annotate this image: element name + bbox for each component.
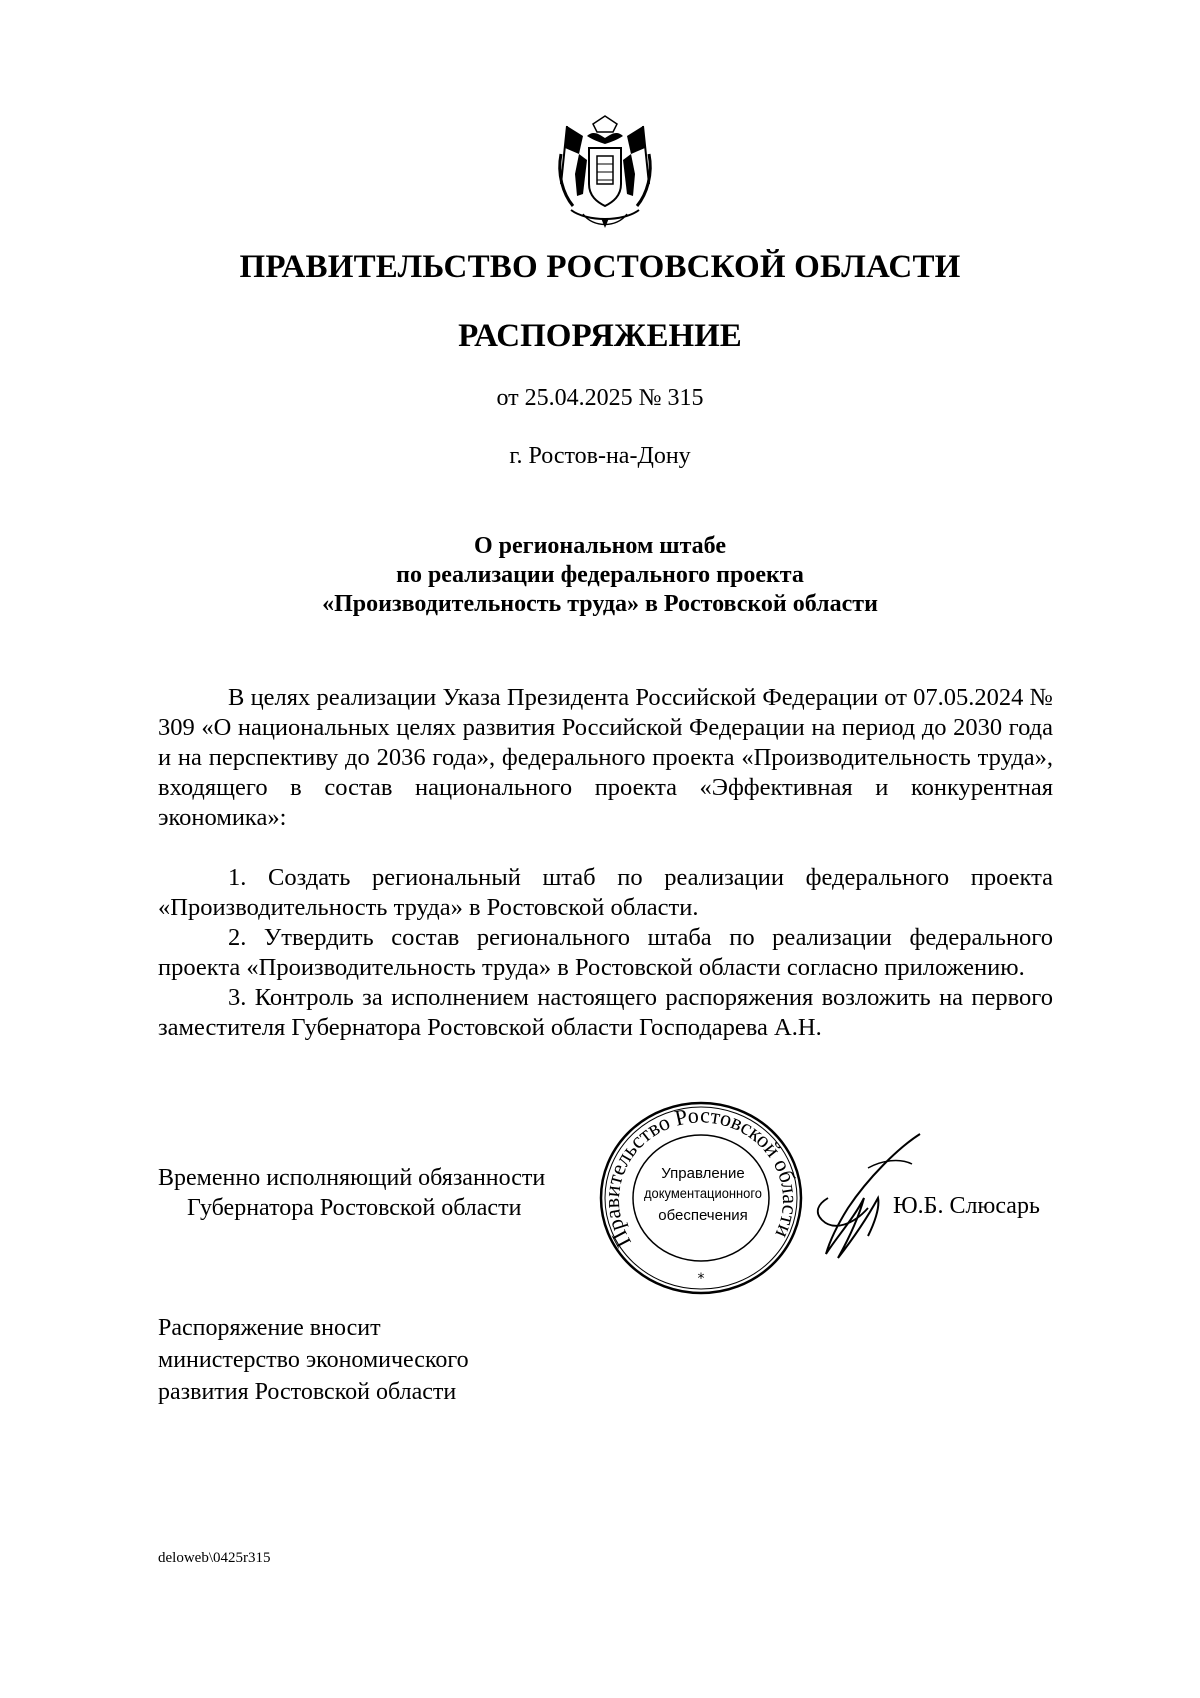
stamp-center-text: Управление [661,1165,745,1182]
document-city: г. Ростов-на-Дону [509,443,691,469]
order-item: 3. Контроль за исполнением настоящего распоряжения возложить на первого заместителя Губернатора Ростовской области Господарева А.Н. [158,984,1053,1041]
footer-file-code: deloweb\0425r315 [158,1550,271,1566]
stamp-ring-text: Правительство Ростовской области [598,1102,804,1252]
order-item: 2. Утвердить состав регионального штаба по реализации федерального проекта «Производительность труда» в Ростовской области согласно приложению. [158,924,1053,981]
title-line: по реализации федерального проекта [396,562,804,588]
signatory-position-line: Губернатора Ростовской области [187,1195,522,1221]
order-items [158,863,1053,1043]
submitter-note [158,1312,469,1408]
submitter-line: министерство экономического [158,1347,469,1373]
submitter-line: Распоряжение вносит [158,1315,381,1341]
stamp-center-text: документационного [644,1185,763,1201]
preamble-section [158,683,1053,833]
title-line: О региональном штабе [474,533,726,559]
organization-name: ПРАВИТЕЛЬСТВО РОСТОВСКОЙ ОБЛАСТИ [239,249,961,285]
order-item: 1. Создать региональный штаб по реализации федерального проекта «Производительность труда» в Ростовской области. [158,864,1053,921]
signatory-position [158,1163,545,1223]
stamp-center-text: обеспечения [658,1207,748,1224]
document-type: РАСПОРЯЖЕНИЕ [458,318,742,354]
document-title [0,532,1200,619]
preamble-paragraph: В целях реализации Указа Президента Российской Федерации от 07.05.2024 № 309 «О национальных целях развития Российской Федерации на период до 2030 года и на перспективу до 2036 года», федерального проекта «Производительность труда», входящего в состав национального проекта «Эффективная и конкурентная экономика»: [158,684,1053,831]
signatory-name: Ю.Б. Слюсарь [893,1193,1040,1219]
signatory-position-line: Временно исполняющий обязанности [158,1165,546,1191]
coat-of-arms-emblem [553,114,657,232]
svg-text:*: * [697,1271,705,1287]
submitter-line: развития Ростовской области [158,1379,457,1405]
document-date-number: от 25.04.2025 № 315 [496,385,704,411]
official-stamp [596,1098,806,1298]
title-line: «Производительность труда» в Ростовской области [322,591,878,617]
